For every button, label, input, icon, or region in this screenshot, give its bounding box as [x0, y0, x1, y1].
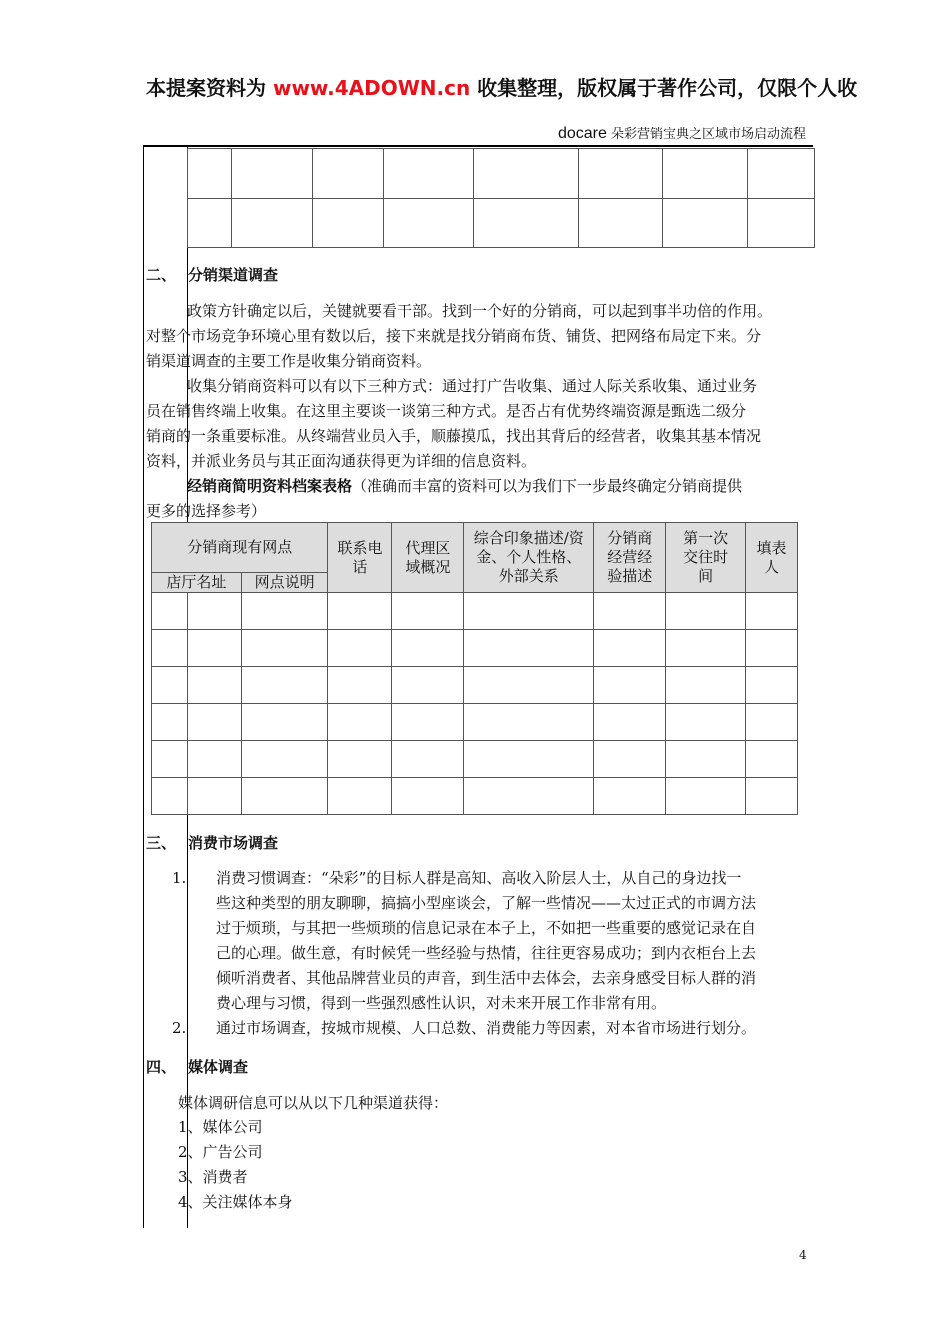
table-cell[interactable] — [666, 741, 746, 778]
table-cell[interactable] — [746, 704, 798, 741]
table-cell[interactable] — [187, 667, 241, 704]
table-cell[interactable] — [241, 778, 328, 815]
table-cell[interactable] — [594, 778, 666, 815]
table-cell[interactable] — [464, 593, 594, 630]
page-number: 4 — [799, 1248, 807, 1262]
list-item-line: 倾听消费者、其他品牌营业员的声音，到生活中去体会，去亲身感受目标人群的消 — [216, 969, 757, 987]
table-caption-note: （准确而丰富的资料可以为我们下一步最终确定分销商提供 — [352, 477, 743, 495]
table-cell[interactable] — [594, 667, 666, 704]
section-number: 四、 — [146, 1058, 177, 1076]
section-2-heading — [146, 264, 278, 285]
table-cell[interactable] — [594, 630, 666, 667]
paragraph-line: 员在销售终端上收集。在这里主要谈一谈第三种方式。是否占有优势终端资源是甄选二级分 — [146, 402, 747, 420]
table-cell — [384, 149, 474, 199]
list-item-line: 通过市场调查，按城市规模、人口总数、消费能力等因素，对本省市场进行划分。 — [216, 1019, 757, 1037]
paragraph-line: 收集分销商资料可以有以下三种方式：通过打广告收集、通过人际关系收集、通过业务 — [187, 377, 758, 395]
table-cell — [663, 149, 748, 199]
list-number: 2. — [172, 1019, 187, 1037]
list-number: 1. — [172, 869, 187, 887]
section-4-heading — [146, 1056, 248, 1077]
table-cell[interactable] — [187, 704, 241, 741]
table-cell[interactable] — [152, 667, 188, 704]
table-cell[interactable] — [746, 741, 798, 778]
table-cell[interactable] — [666, 667, 746, 704]
table-cell[interactable] — [392, 630, 464, 667]
header-phone: 联系电话 — [337, 538, 383, 576]
table-cell — [313, 149, 384, 199]
paragraph-line: 资料，并派业务员与其正面沟通获得更为详细的信息资料。 — [146, 452, 537, 470]
table-cell[interactable] — [328, 667, 392, 704]
table-cell[interactable] — [746, 593, 798, 630]
table-cell[interactable] — [392, 741, 464, 778]
table-cell — [188, 149, 232, 199]
table-cell — [663, 199, 748, 248]
media-channel-item: 2、广告公司 — [178, 1143, 263, 1161]
media-channel-item: 3、消费者 — [178, 1168, 248, 1186]
list-item-line: 过于烦琐，与其把一些烦琐的信息记录在本子上，不如把一些重要的感觉记录在自 — [216, 919, 757, 937]
section-3-heading — [146, 832, 278, 853]
table-caption-title: 经销商简明资料档案表格 — [187, 477, 353, 495]
table-cell[interactable] — [241, 704, 328, 741]
header-impression: 综合印象描述/资金、个人性格、外部关系 — [473, 529, 584, 585]
table-cell[interactable] — [187, 630, 241, 667]
table-cell[interactable] — [464, 667, 594, 704]
list-item-line: 费心理与习惯，得到一些强烈感性认识，对未来开展工作非常有用。 — [216, 994, 667, 1012]
header-store: 店厅名址 — [152, 573, 242, 593]
banner-prefix: 本提案资料为 — [146, 76, 273, 100]
margin-line-outer — [143, 146, 144, 1228]
table-caption-note-cont: 更多的选择参考） — [146, 502, 267, 520]
paragraph-line: 销商的一条重要标准。从终端营业员入手，顺藤摸瓜，找出其背后的经营者，收集其基本情况 — [146, 427, 762, 445]
table-cell[interactable] — [666, 593, 746, 630]
table-cell[interactable] — [392, 704, 464, 741]
section-number: 二、 — [146, 266, 177, 284]
table-row — [152, 704, 798, 741]
table-cell — [473, 149, 578, 199]
table-cell[interactable] — [464, 704, 594, 741]
table-cell[interactable] — [187, 778, 241, 815]
table-cell — [747, 199, 814, 248]
table-cell[interactable] — [241, 741, 328, 778]
table-cell — [232, 199, 313, 248]
table-cell[interactable] — [746, 778, 798, 815]
table-cell[interactable] — [666, 630, 746, 667]
running-header — [558, 123, 806, 143]
table-cell — [188, 199, 232, 248]
section-title: 分销渠道调查 — [188, 266, 279, 284]
header-outlets: 分销商现有网点 — [152, 523, 328, 573]
table-cell[interactable] — [746, 667, 798, 704]
table-cell — [579, 199, 663, 248]
table-cell[interactable] — [746, 630, 798, 667]
table-cell[interactable] — [241, 667, 328, 704]
table-cell — [384, 199, 474, 248]
table-cell[interactable] — [152, 778, 188, 815]
table-cell[interactable] — [328, 593, 392, 630]
paragraph-line: 对整个市场竞争环境心里有数以后，接下来就是找分销商布货、铺货、把网络布局定下来。分 — [146, 327, 762, 345]
header-first-contact: 第一次交往时间 — [683, 529, 729, 585]
table-cell[interactable] — [464, 778, 594, 815]
media-channel-item: 4、关注媒体本身 — [178, 1193, 293, 1211]
paragraph-line: 销渠道调查的主要工作是收集分销商资料。 — [146, 352, 432, 370]
paragraph-line: 政策方针确定以后，关键就要看干部。找到一个好的分销商，可以起到事半功倍的作用。 — [187, 302, 773, 320]
table-caption — [187, 474, 742, 499]
section-number: 三、 — [146, 834, 177, 852]
header-experience: 分销商经营经验描述 — [607, 529, 653, 585]
header-area: 代理区域概况 — [405, 538, 451, 576]
list-item-line: 己的心理。做生意，有时候凭一些经验与热情，往往更容易成功；到内衣柜台上去 — [216, 944, 757, 962]
banner-brand-link[interactable]: www.4ADOWN.cn — [272, 76, 471, 100]
table-row — [152, 630, 798, 667]
table-row — [152, 593, 798, 630]
table-cell[interactable] — [594, 704, 666, 741]
table-cell — [473, 199, 578, 248]
table-cell[interactable] — [392, 667, 464, 704]
banner-suffix: 收集整理，版权属于著作公司，仅限个人收 — [470, 76, 858, 100]
table-cell[interactable] — [392, 593, 464, 630]
table-cell[interactable] — [328, 778, 392, 815]
table-cell[interactable] — [328, 741, 392, 778]
table-cell[interactable] — [328, 704, 392, 741]
media-intro: 媒体调研信息可以从以下几种渠道获得： — [178, 1094, 449, 1112]
table-cell[interactable] — [187, 741, 241, 778]
table-cell[interactable] — [392, 778, 464, 815]
continued-table — [187, 148, 815, 248]
table-cell[interactable] — [241, 593, 328, 630]
media-channel-item: 1、媒体公司 — [178, 1118, 263, 1136]
table-cell[interactable] — [464, 741, 594, 778]
dealer-profile-table — [151, 522, 798, 815]
table-cell[interactable] — [594, 741, 666, 778]
table-cell[interactable] — [666, 778, 746, 815]
table-cell[interactable] — [594, 593, 666, 630]
table-cell — [747, 149, 814, 199]
section-title: 媒体调查 — [188, 1058, 249, 1076]
table-row — [152, 667, 798, 704]
list-item-line: 消费习惯调查：“朵彩”的目标人群是高知、高收入阶层人士，从自己的身边找一 — [216, 869, 742, 887]
header-outlet-note: 网点说明 — [241, 573, 328, 593]
table-cell[interactable] — [666, 704, 746, 741]
header-brand: docare — [557, 125, 607, 142]
section-title: 消费市场调查 — [188, 834, 279, 852]
header-title: 朵彩营销宝典之区域市场启动流程 — [606, 127, 806, 142]
table-cell[interactable] — [328, 630, 392, 667]
table-cell[interactable] — [464, 630, 594, 667]
header-rule — [143, 145, 813, 147]
table-cell[interactable] — [187, 593, 241, 630]
table-cell[interactable] — [152, 704, 188, 741]
list-item-line: 些这种类型的朋友聊聊，搞搞小型座谈会，了解一些情况——太过正式的市调方法 — [216, 894, 757, 912]
table-cell[interactable] — [241, 630, 328, 667]
table-cell — [232, 149, 313, 199]
table-cell[interactable] — [152, 593, 188, 630]
table-row — [152, 778, 798, 815]
table-cell[interactable] — [152, 630, 188, 667]
copyright-banner — [146, 72, 857, 101]
header-filler: 填表人 — [756, 538, 787, 576]
table-cell — [313, 199, 384, 248]
table-cell — [579, 149, 663, 199]
table-row — [152, 741, 798, 778]
table-cell[interactable] — [152, 741, 188, 778]
